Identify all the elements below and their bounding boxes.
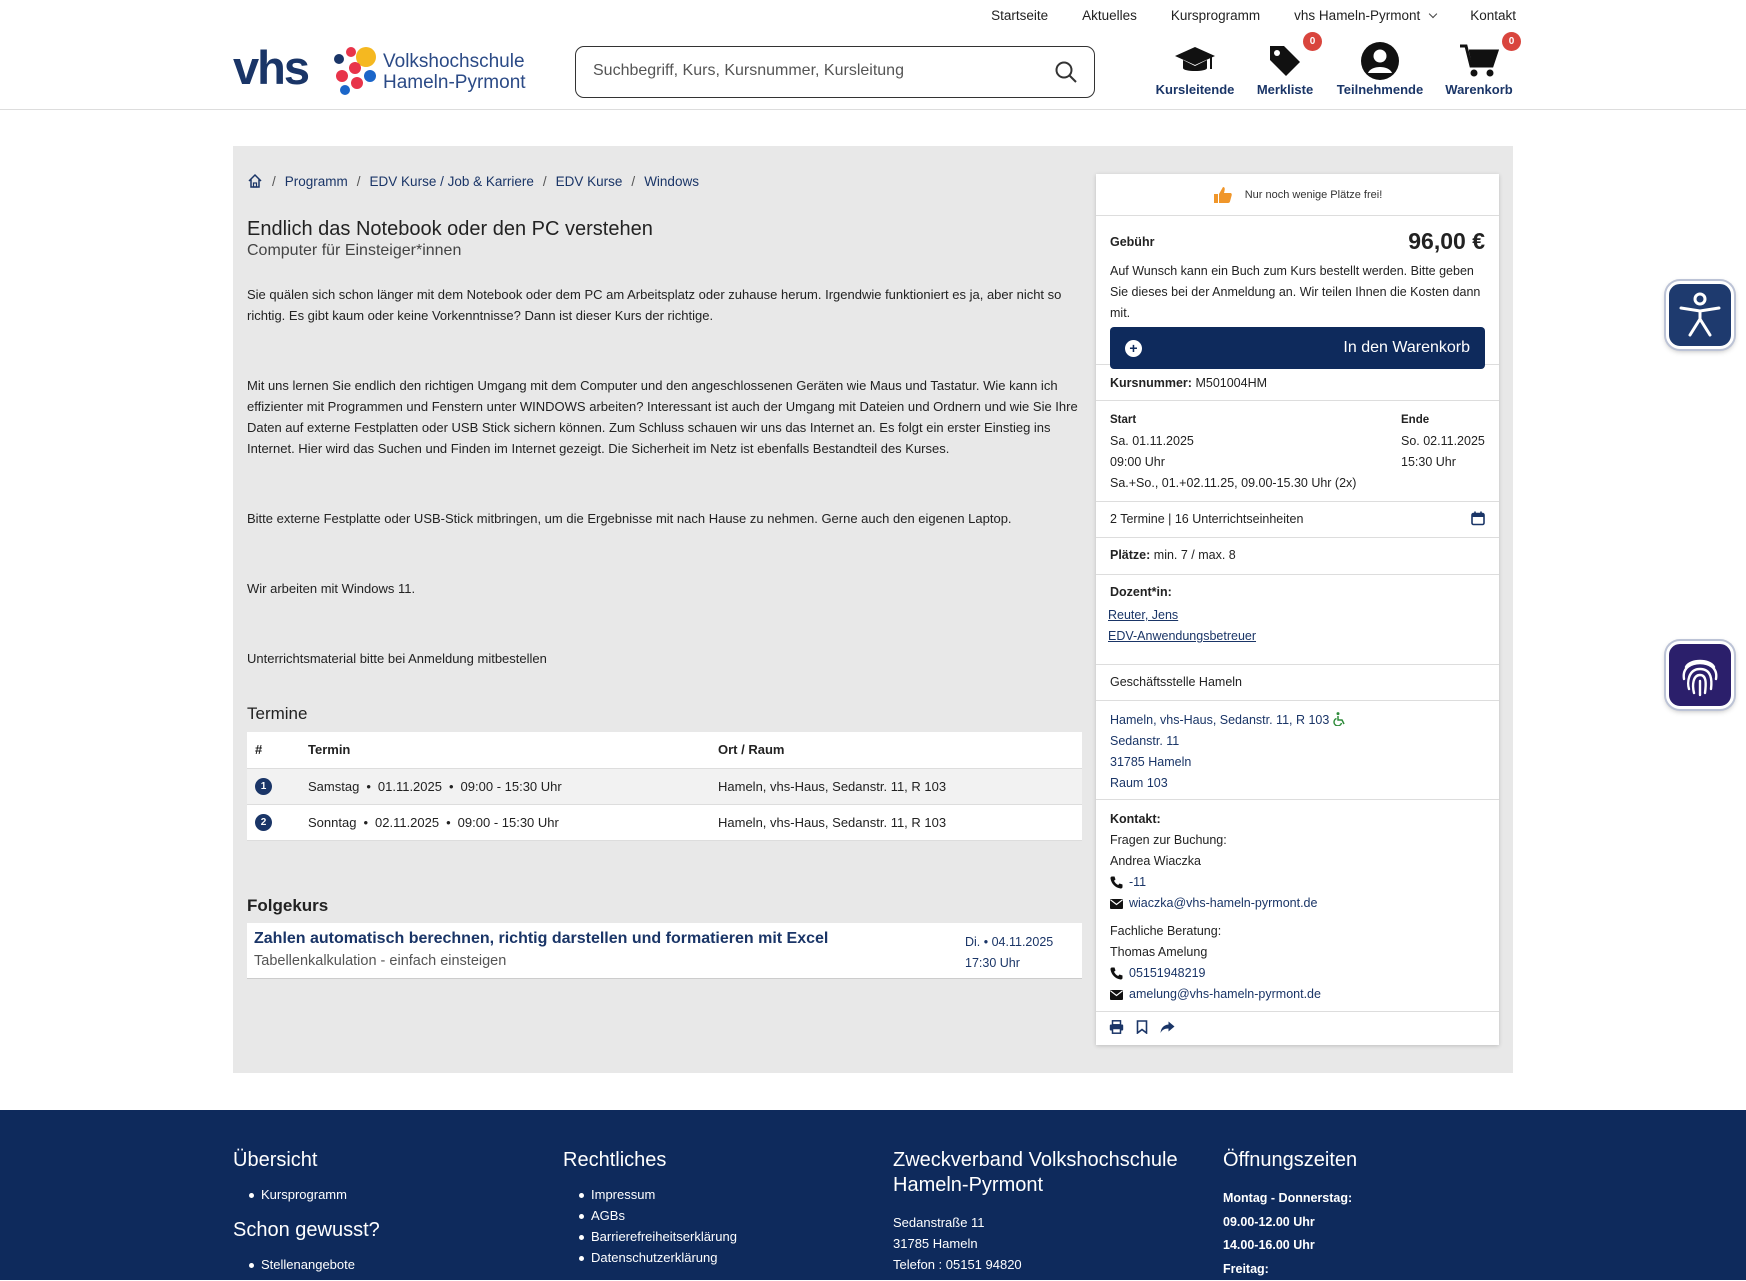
termine-table bbox=[247, 732, 1082, 841]
booking-card bbox=[1096, 174, 1499, 1045]
termin-number: 2 bbox=[255, 814, 272, 831]
footer-heading: Öffnungszeiten bbox=[1223, 1148, 1357, 1173]
description-paragraph: Unterrichtsmaterial bitte bei Anmeldung mitbestellen bbox=[247, 648, 1082, 669]
envelope-icon bbox=[1110, 899, 1123, 909]
footer-col-overview bbox=[233, 1148, 380, 1278]
geschaeftsstelle: Geschäftsstelle Hameln bbox=[1110, 675, 1242, 689]
footer-link-impressum[interactable]: Impressum bbox=[563, 1187, 737, 1202]
plaetze-label: Plätze: bbox=[1110, 548, 1150, 562]
location-section bbox=[1096, 701, 1499, 800]
user-icon bbox=[1360, 41, 1400, 81]
kursleitende-link[interactable] bbox=[1155, 40, 1235, 97]
logo-line-1: Volkshochschule bbox=[383, 51, 526, 72]
schedule-note: Sa.+So., 01.+02.11.25, 09.00-15.30 Uhr (2x) bbox=[1110, 473, 1485, 494]
contact-email-link[interactable]: amelung@vhs-hameln-pyrmont.de bbox=[1129, 984, 1321, 1005]
termin-time: 09:00 - 15:30 Uhr bbox=[458, 815, 559, 830]
dozent-section bbox=[1096, 575, 1499, 665]
footer-hours-line: Montag - Donnerstag: bbox=[1223, 1187, 1357, 1211]
start-time: 09:00 Uhr bbox=[1110, 452, 1485, 473]
footer-col-hours bbox=[1223, 1148, 1357, 1281]
add-to-cart-label: In den Warenkorb bbox=[1343, 339, 1470, 357]
teilnehmende-label: Teilnehmende bbox=[1335, 82, 1425, 97]
contact-topic: Fachliche Beratung: bbox=[1110, 921, 1485, 942]
contact-phone-link[interactable]: 05151948219 bbox=[1129, 963, 1205, 984]
breadcrumb: / Programm / EDV Kurse / Job & Karriere / EDV Kurse / Windows bbox=[247, 173, 699, 189]
footer-link-agbs[interactable]: AGBs bbox=[563, 1208, 737, 1223]
start-date: Sa. 01.11.2025 bbox=[1110, 431, 1485, 452]
footer-heading: Übersicht bbox=[233, 1148, 380, 1173]
home-icon[interactable] bbox=[247, 173, 263, 189]
kursnummer-section bbox=[1096, 365, 1499, 401]
fingerprint-icon bbox=[1678, 653, 1722, 697]
nav-kontakt[interactable]: Kontakt bbox=[1470, 8, 1516, 23]
footer-address-line: Sedanstraße 11 bbox=[893, 1212, 1193, 1233]
footer-link-kursprogramm[interactable]: Kursprogramm bbox=[233, 1187, 380, 1202]
footer-hours-line: 14.00-16.00 Uhr bbox=[1223, 1234, 1357, 1258]
card-tools bbox=[1096, 1012, 1499, 1042]
cart-icon bbox=[1459, 43, 1499, 79]
geschaeftsstelle-section bbox=[1096, 665, 1499, 701]
footer-link-datenschutz[interactable]: Datenschutzerklärung bbox=[563, 1250, 737, 1265]
envelope-icon bbox=[1110, 990, 1123, 1000]
termin-date: 02.11.2025 bbox=[375, 815, 439, 830]
dozent-role-link[interactable]: EDV-Anwendungsbetreuer bbox=[1108, 629, 1256, 643]
notice-text: Nur noch wenige Plätze frei! bbox=[1245, 189, 1383, 201]
fee-note: Auf Wunsch kann ein Buch zum Kurs bestellt werden. Bitte geben Sie dieses bei der Anmeldung an. Wir teilen Ihnen die Kosten dann mit. bbox=[1110, 261, 1485, 324]
search-icon[interactable] bbox=[1054, 60, 1078, 84]
accessibility-icon bbox=[1677, 292, 1723, 338]
fingerprint-button[interactable] bbox=[1666, 641, 1734, 709]
phone-icon bbox=[1110, 967, 1123, 980]
termin-place: Hameln, vhs-Haus, Sedanstr. 11, R 103 bbox=[710, 768, 1082, 804]
end-time: 15:30 Uhr bbox=[1401, 452, 1485, 473]
termine-summary-section bbox=[1096, 502, 1499, 538]
nav-vhs-dropdown[interactable] bbox=[1294, 8, 1436, 23]
search-input[interactable] bbox=[593, 47, 1033, 95]
kursnummer-label: Kursnummer: bbox=[1110, 376, 1192, 390]
contact-name: Thomas Amelung bbox=[1110, 942, 1485, 963]
description-paragraph: Mit uns lernen Sie endlich den richtigen Umgang mit dem Computer und den angeschlossenen Geräten wie Maus und Tastatur. Wie kann ich effizienter mit Programmen und Fenstern unter WINDOWS arbeiten? Interessant ist auch der Umgang mit Dateien und Ordnern und wie Sie Ihre Daten auf externe Festplatten oder USB Stick sichern können. Zum Schluss schauen wir uns das Internet an. Es folgt ein erster Einstieg ins Internet. Hier wird das Suchen und Finden im Internet gezeigt. Die Sicherheit im Netz ist ebenfalls Bestandteil des Kurses. bbox=[247, 375, 1082, 459]
end-block bbox=[1401, 410, 1485, 473]
end-label: Ende bbox=[1401, 410, 1485, 431]
dozent-label: Dozent*in: bbox=[1110, 585, 1172, 599]
termin-number: 1 bbox=[255, 778, 272, 795]
footer-heading: Schon gewusst? bbox=[233, 1218, 380, 1243]
nav-aktuelles[interactable]: Aktuelles bbox=[1082, 8, 1137, 23]
termine-summary: 2 Termine | 16 Unterrichtseinheiten bbox=[1110, 512, 1303, 526]
logo-text bbox=[383, 51, 526, 93]
print-icon[interactable] bbox=[1109, 1020, 1124, 1034]
kursnummer-value: M501004HM bbox=[1195, 376, 1267, 390]
header-icons bbox=[1155, 40, 1515, 104]
description-paragraph: Wir arbeiten mit Windows 11. bbox=[247, 578, 1082, 599]
footer-hours-line: Freitag: bbox=[1223, 1258, 1357, 1281]
footer-address-line: 31785 Hameln bbox=[893, 1233, 1193, 1254]
bookmark-icon[interactable] bbox=[1136, 1020, 1148, 1034]
logo-mark: vhs bbox=[233, 40, 308, 95]
course-title: Endlich das Notebook oder den PC verstehen bbox=[247, 218, 653, 241]
warenkorb-label: Warenkorb bbox=[1443, 82, 1515, 97]
footer-link-barrierefreiheit[interactable]: Barrierefreiheitserklärung bbox=[563, 1229, 737, 1244]
chevron-down-icon bbox=[1429, 10, 1437, 18]
search-box bbox=[575, 46, 1095, 98]
logo-line-2: Hameln-Pyrmont bbox=[383, 72, 526, 93]
contact-phone-link[interactable]: -11 bbox=[1129, 872, 1146, 893]
accessibility-button[interactable] bbox=[1666, 281, 1734, 349]
footer-phone: Telefon : 05151 94820 bbox=[893, 1254, 1193, 1275]
breadcrumb-windows[interactable]: Windows bbox=[644, 174, 699, 189]
graduation-cap-icon bbox=[1174, 45, 1216, 77]
course-subtitle: Computer für Einsteiger*innen bbox=[247, 242, 461, 260]
course-detail bbox=[233, 146, 1513, 1073]
footer-col-address bbox=[893, 1148, 1193, 1275]
teilnehmende-link[interactable] bbox=[1335, 40, 1425, 97]
kursleitende-label: Kursleitende bbox=[1155, 82, 1235, 97]
footer-link-stellenangebote[interactable]: Stellenangebote bbox=[233, 1257, 380, 1272]
footer-hours-line: 09.00-12.00 Uhr bbox=[1223, 1211, 1357, 1235]
plus-circle-icon: + bbox=[1125, 340, 1142, 357]
dates-section bbox=[1096, 401, 1499, 502]
merkliste-badge: 0 bbox=[1303, 32, 1322, 51]
logo-dots-icon bbox=[319, 46, 385, 98]
nav-kursprogramm[interactable]: Kursprogramm bbox=[1171, 8, 1260, 23]
warenkorb-badge: 0 bbox=[1502, 32, 1521, 51]
description-paragraph: Sie quälen sich schon länger mit dem Notebook oder dem PC am Arbeitsplatz oder zuhause herum. Irgendwie funktioniert es ja, aber nicht so richtig. Es gibt kaum oder keine Vorkenntnisse? Dann ist dieser Kurs der richtige. bbox=[247, 284, 1082, 326]
course-description bbox=[247, 284, 1082, 718]
fee-section bbox=[1096, 216, 1499, 365]
folgekurs-heading: Folgekurs bbox=[247, 896, 328, 916]
thumbs-up-icon bbox=[1213, 186, 1233, 204]
dozent-name-link[interactable]: Reuter, Jens bbox=[1108, 608, 1178, 622]
contact-name: Andrea Wiaczka bbox=[1110, 851, 1485, 872]
termin-place: Hameln, vhs-Haus, Sedanstr. 11, R 103 bbox=[710, 804, 1082, 840]
end-date: So. 02.11.2025 bbox=[1401, 431, 1485, 452]
termin-date: 01.11.2025 bbox=[378, 779, 442, 794]
breadcrumb-programm[interactable]: Programm bbox=[285, 174, 348, 189]
description-paragraph: Bitte externe Festplatte oder USB-Stick mitbringen, um die Ergebnisse mit nach Hause zu nehmen. Gerne auch den eigenen Laptop. bbox=[247, 508, 1082, 529]
folgekurs-time-line: 17:30 Uhr bbox=[965, 953, 1053, 974]
col-header-num: # bbox=[247, 732, 300, 768]
merkliste-link[interactable] bbox=[1254, 40, 1316, 97]
top-nav bbox=[991, 8, 1516, 23]
kontakt-label: Kontakt: bbox=[1110, 812, 1161, 826]
folgekurs-subtitle: Tabellenkalkulation - einfach einsteigen bbox=[254, 953, 506, 969]
tag-icon bbox=[1267, 43, 1303, 79]
start-label: Start bbox=[1110, 410, 1485, 431]
table-row: 2 Sonntag • 02.11.2025 • 09:00 - 15:30 Uhr Hameln, vhs-Haus, Sedanstr. 11, R 103 bbox=[247, 804, 1082, 840]
footer-col-legal bbox=[563, 1148, 737, 1271]
nav-vhs-label: vhs Hameln-Pyrmont bbox=[1294, 8, 1420, 23]
fee-label: Gebühr bbox=[1110, 235, 1154, 249]
merkliste-label: Merkliste bbox=[1254, 82, 1316, 97]
folgekurs-card[interactable] bbox=[247, 923, 1082, 979]
availability-notice bbox=[1096, 174, 1499, 216]
phone-icon bbox=[1110, 876, 1123, 889]
fee-value: 96,00 € bbox=[1408, 228, 1485, 255]
contact-topic: Fragen zur Buchung: bbox=[1110, 830, 1485, 851]
termin-day: Samstag bbox=[308, 779, 359, 794]
location-street: Sedanstr. 11 bbox=[1110, 731, 1485, 752]
folgekurs-title[interactable]: Zahlen automatisch berechnen, richtig darstellen und formatieren mit Excel bbox=[254, 930, 828, 948]
termine-heading: Termine bbox=[247, 704, 307, 724]
folgekurs-date bbox=[965, 932, 1053, 974]
termin-time: 09:00 - 15:30 Uhr bbox=[461, 779, 562, 794]
site-header bbox=[0, 0, 1746, 110]
location-city: 31785 Hameln bbox=[1110, 752, 1485, 773]
site-footer bbox=[0, 1110, 1746, 1280]
share-icon[interactable] bbox=[1160, 1021, 1175, 1034]
vhs-logo[interactable] bbox=[233, 44, 533, 100]
wheelchair-icon bbox=[1333, 712, 1347, 726]
col-header-termin: Termin bbox=[300, 732, 710, 768]
location-link[interactable]: Hameln, vhs-Haus, Sedanstr. 11, R 103 bbox=[1110, 713, 1329, 727]
breadcrumb-edv-kurse[interactable]: EDV Kurse bbox=[556, 174, 623, 189]
folgekurs-date-line: Di. • 04.11.2025 bbox=[965, 932, 1053, 953]
contact-email-link[interactable]: wiaczka@vhs-hameln-pyrmont.de bbox=[1129, 893, 1317, 914]
table-row: 1 Samstag • 01.11.2025 • 09:00 - 15:30 Uhr Hameln, vhs-Haus, Sedanstr. 11, R 103 bbox=[247, 768, 1082, 804]
location-room: Raum 103 bbox=[1110, 773, 1485, 794]
plaetze-value: min. 7 / max. 8 bbox=[1154, 548, 1236, 562]
footer-heading: Zweckverband Volkshochschule Hameln-Pyrmont bbox=[893, 1148, 1193, 1198]
plaetze-section bbox=[1096, 538, 1499, 575]
contact-section bbox=[1096, 800, 1499, 1012]
warenkorb-link[interactable] bbox=[1443, 40, 1515, 97]
add-to-cart-button[interactable] bbox=[1110, 327, 1485, 369]
footer-heading: Rechtliches bbox=[563, 1148, 737, 1173]
col-header-ort: Ort / Raum bbox=[710, 732, 1082, 768]
nav-startseite[interactable]: Startseite bbox=[991, 8, 1048, 23]
breadcrumb-edv-job[interactable]: EDV Kurse / Job & Karriere bbox=[370, 174, 534, 189]
termin-day: Sonntag bbox=[308, 815, 356, 830]
calendar-icon[interactable] bbox=[1471, 511, 1485, 526]
